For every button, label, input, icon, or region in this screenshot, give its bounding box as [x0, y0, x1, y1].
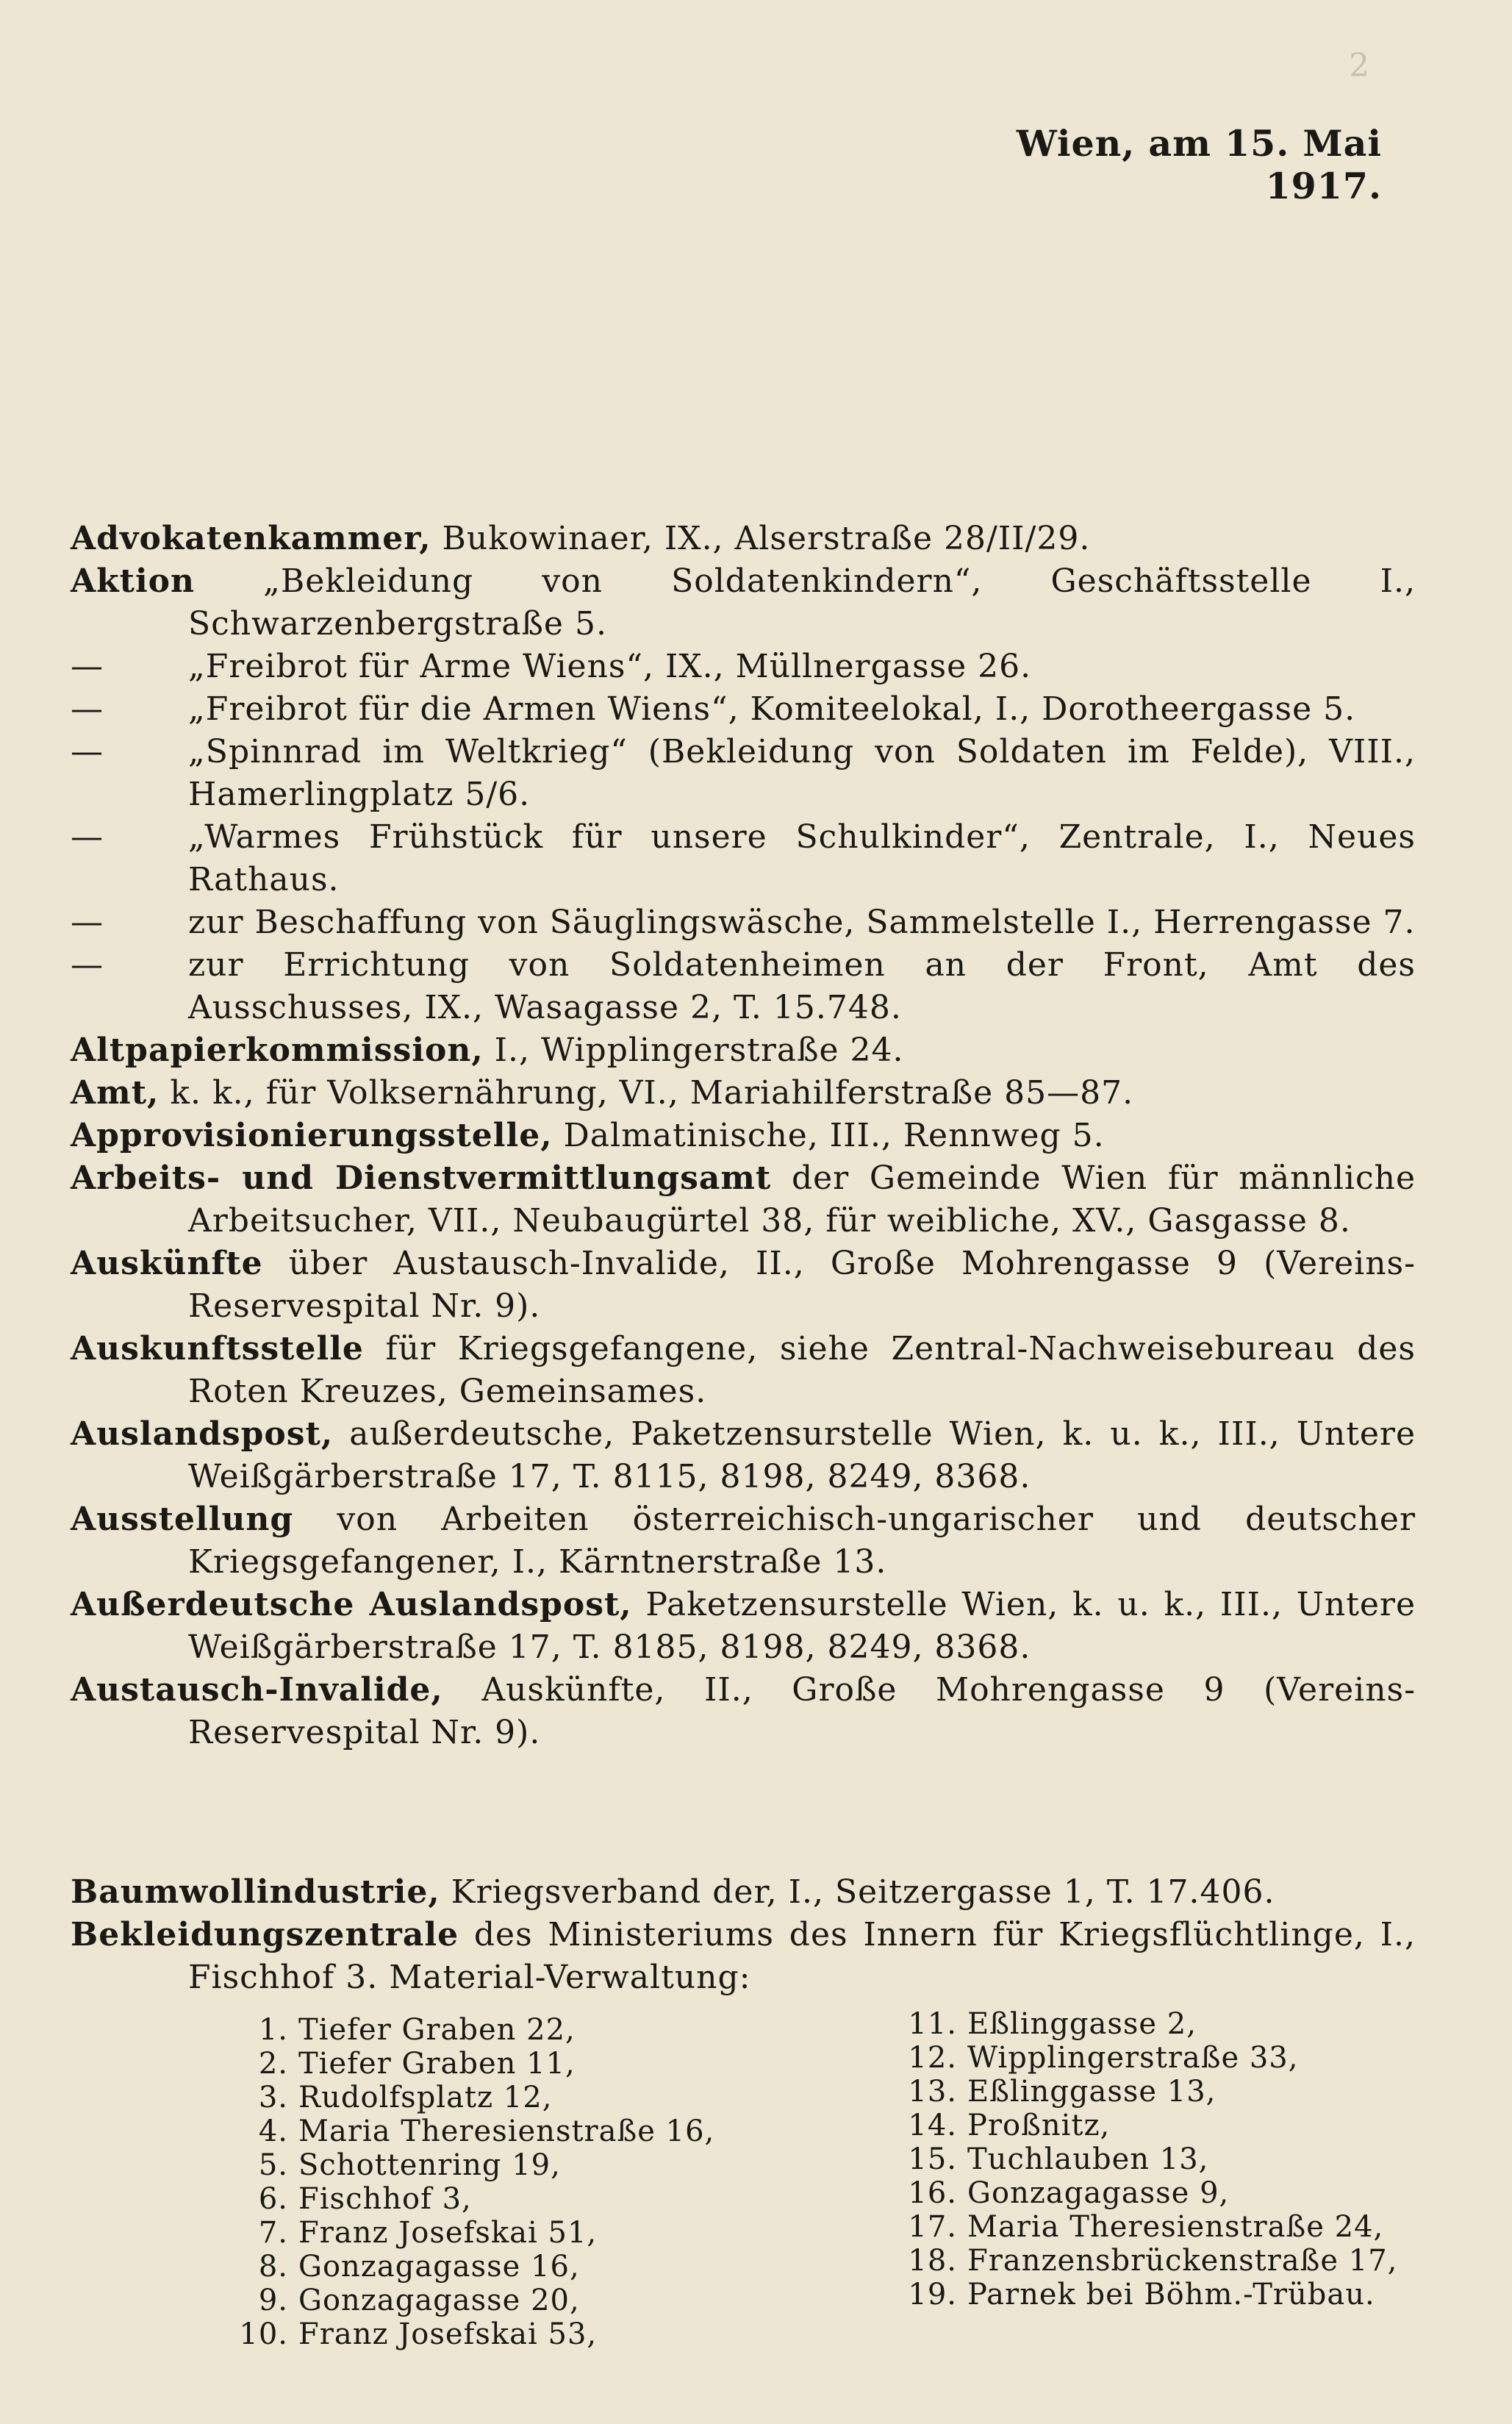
dash-marker: — [71, 946, 104, 984]
entry-text: für Kriegsgefangene, siehe Zentral-Nachweisebureau des Roten Kreuzes, Gemeinsames. [188, 1330, 1416, 1410]
depot-number: 4. [258, 2114, 288, 2148]
entry-lemma: Aktion [71, 562, 196, 600]
dash-marker: — [71, 733, 104, 771]
entry-lemma: Approvisionierungsstelle, [71, 1117, 553, 1154]
depot-address: Tiefer Graben 22, [298, 2013, 576, 2047]
entry-text: Paketzensurstelle Wien, k. u. k., III., Untere Weißgärberstraße 17, T. 8185, 8198, 8249, 8368. [188, 1586, 1416, 1666]
entry-lemma: Altpapierkommission, [71, 1032, 484, 1069]
depot-number: 12. [908, 2041, 957, 2075]
entry-text: I., Wipplingerstraße 24. [483, 1032, 904, 1069]
depot-address: Schottenring 19, [298, 2148, 561, 2182]
entry [71, 1072, 1416, 1115]
depot-address: Fischhof 3, [298, 2182, 472, 2216]
entry-lemma: Bekleidungszentrale [71, 1916, 459, 1953]
entry-lemma: Baumwollindustrie, [71, 1873, 440, 1911]
dateline: Wien, am 15. Mai 1917. [1016, 122, 1382, 207]
depot-item [221, 2284, 714, 2317]
page-number: 2 [1349, 47, 1369, 85]
entry [71, 1584, 1416, 1669]
depot-number: 1. [258, 2013, 288, 2047]
depot-address: Gonzagagasse 9, [967, 2176, 1230, 2210]
depot-address: Maria Theresienstraße 16, [298, 2114, 715, 2148]
entry-text: zur Errichtung von Soldatenheimen an der Front, Amt des Ausschusses, IX., Wasagasse 2, T. 15.748. [188, 946, 1416, 1026]
entry-text: von Arbeiten österreichisch-ungarischer und deutscher Kriegsgefangener, I., Kärntnerstraße 13. [188, 1501, 1416, 1581]
entry-text: Kriegsverband der, I., Seitzergasse 1, T. 17.406. [440, 1873, 1275, 1911]
entry [71, 1413, 1416, 1498]
entry-text: der Gemeinde Wien für männliche Arbeitsucher, VII., Neubaugürtel 38, für weibliche, XV., Gasgasse 8. [188, 1159, 1416, 1240]
entry [71, 1029, 1416, 1072]
entry [71, 944, 1416, 1029]
entry-lemma: Arbeits- und Dienstvermittlungsamt [71, 1159, 772, 1197]
entry [71, 1243, 1416, 1328]
entry-text: Dalmatinische, III., Rennweg 5. [552, 1117, 1105, 1154]
depot-item [889, 2007, 1397, 2041]
entries-section-b [71, 1871, 1416, 1999]
depot-number: 3. [258, 2081, 288, 2114]
depot-address: Gonzagagasse 16, [298, 2250, 580, 2284]
depot-number: 19. [908, 2278, 957, 2312]
depot-item [889, 2244, 1397, 2278]
depot-item [221, 2250, 714, 2284]
entry [71, 646, 1416, 688]
dash-marker: — [71, 648, 104, 685]
depot-number: 16. [908, 2176, 957, 2210]
dash-marker: — [71, 818, 104, 856]
entry [71, 560, 1416, 646]
depot-number: 10. [239, 2317, 288, 2351]
entry [71, 1669, 1416, 1754]
entry-lemma: Austausch-Invalide, [71, 1671, 443, 1709]
entry-lemma: Ausstellung [71, 1501, 294, 1538]
entry [71, 1115, 1416, 1157]
dash-marker: — [71, 690, 104, 728]
entry [71, 688, 1416, 731]
depot-address: Tuchlauben 13, [967, 2142, 1209, 2176]
depot-item [221, 2081, 714, 2114]
entry [71, 901, 1416, 944]
depot-number: 9. [258, 2284, 288, 2317]
depot-number: 17. [908, 2210, 957, 2244]
entry-lemma: Advokatenkammer, [71, 520, 431, 557]
depot-number: 13. [908, 2075, 957, 2109]
entry [71, 1871, 1416, 1914]
depot-item [889, 2041, 1397, 2075]
entry [71, 816, 1416, 901]
depot-number: 7. [258, 2216, 288, 2250]
depot-item [221, 2182, 714, 2216]
entry-text: „Freibrot für die Armen Wiens“, Komiteelokal, I., Dorotheergasse 5. [188, 690, 1356, 728]
depot-item [889, 2142, 1397, 2176]
depot-item [221, 2013, 714, 2047]
depot-address: Gonzagagasse 20, [298, 2284, 580, 2317]
entry-text: k. k., für Volksernährung, VI., Mariahilferstraße 85—87. [159, 1074, 1134, 1112]
depot-address: Franz Josefskai 51, [298, 2216, 598, 2250]
entry [71, 1157, 1416, 1243]
depot-item [889, 2176, 1397, 2210]
depot-address: Tiefer Graben 11, [298, 2047, 576, 2081]
entry [71, 518, 1416, 560]
entry-text: „Spinnrad im Weltkrieg“ (Bekleidung von Soldaten im Felde), VIII., Hamerlingplatz 5/6. [188, 733, 1416, 813]
depot-address: Wipplingerstraße 33, [967, 2041, 1299, 2075]
depot-number: 11. [908, 2007, 957, 2041]
depot-address: Maria Theresienstraße 24, [967, 2210, 1384, 2244]
depot-item [889, 2109, 1397, 2142]
entry-text: außerdeutsche, Paketzensurstelle Wien, k. u. k., III., Untere Weißgärberstraße 17, T. 8115, 8198, 8249, 8368. [188, 1415, 1416, 1495]
entry [71, 731, 1416, 816]
entry-lemma: Außerdeutsche Auslandspost, [71, 1586, 632, 1623]
entry-lemma: Auskunftsstelle [71, 1330, 364, 1367]
depot-address: Eßlinggasse 2, [967, 2007, 1197, 2041]
depot-address: Franzensbrückenstraße 17, [967, 2244, 1398, 2278]
depot-address: Proßnitz, [967, 2109, 1111, 2142]
dash-marker: — [71, 904, 104, 941]
entry-text: des Ministeriums des Innern für Kriegsflüchtlinge, I., Fischhof 3. Material-Verwaltung: [188, 1916, 1416, 1996]
depot-item [889, 2075, 1397, 2109]
entry-lemma: Auslandspost, [71, 1415, 334, 1453]
depot-address: Parnek bei Böhm.-Trübau. [967, 2278, 1375, 2312]
depot-number: 5. [258, 2148, 288, 2182]
entry-text: „Bekleidung von Soldatenkindern“, Geschäftsstelle I., Schwarzenbergstraße 5. [188, 562, 1416, 643]
entry [71, 1498, 1416, 1584]
depot-number: 18. [908, 2244, 957, 2278]
entry-lemma: Auskünfte [71, 1245, 263, 1282]
depot-item [221, 2317, 714, 2351]
entry-text: „Freibrot für Arme Wiens“, IX., Müllnergasse 26. [188, 648, 1032, 685]
entry-text: Auskünfte, II., Große Mohrengasse 9 (Vereins-Reservespital Nr. 9). [188, 1671, 1416, 1751]
depot-number: 14. [908, 2109, 957, 2142]
entry-text: über Austausch-Invalide, II., Große Mohrengasse 9 (Vereins-Reservespital Nr. 9). [188, 1245, 1416, 1325]
depot-item [221, 2216, 714, 2250]
depot-number: 6. [258, 2182, 288, 2216]
depot-address: Franz Josefskai 53, [298, 2317, 598, 2351]
depot-address: Rudolfsplatz 12, [298, 2081, 553, 2114]
depot-number: 8. [258, 2250, 288, 2284]
entry-text: zur Beschaffung von Säuglingswäsche, Sammelstelle I., Herrengasse 7. [188, 904, 1416, 941]
depot-number: 2. [258, 2047, 288, 2081]
depot-item [221, 2047, 714, 2081]
depot-list-right [889, 2007, 1397, 2312]
entry [71, 1914, 1416, 1999]
entry [71, 1328, 1416, 1413]
entry-lemma: Amt, [71, 1074, 160, 1112]
depot-item [889, 2278, 1397, 2312]
entry-text: Bukowinaer, IX., Alserstraße 28/II/29. [431, 520, 1091, 557]
depot-address: Eßlinggasse 13, [967, 2075, 1217, 2109]
entry-text: „Warmes Frühstück für unsere Schulkinder“, Zentrale, I., Neues Rathaus. [188, 818, 1416, 898]
depot-item [889, 2210, 1397, 2244]
depot-number: 15. [908, 2142, 957, 2176]
depot-item [221, 2114, 714, 2148]
entries-section-a [71, 518, 1416, 1754]
depot-list-left [221, 2013, 714, 2351]
depot-item [221, 2148, 714, 2182]
